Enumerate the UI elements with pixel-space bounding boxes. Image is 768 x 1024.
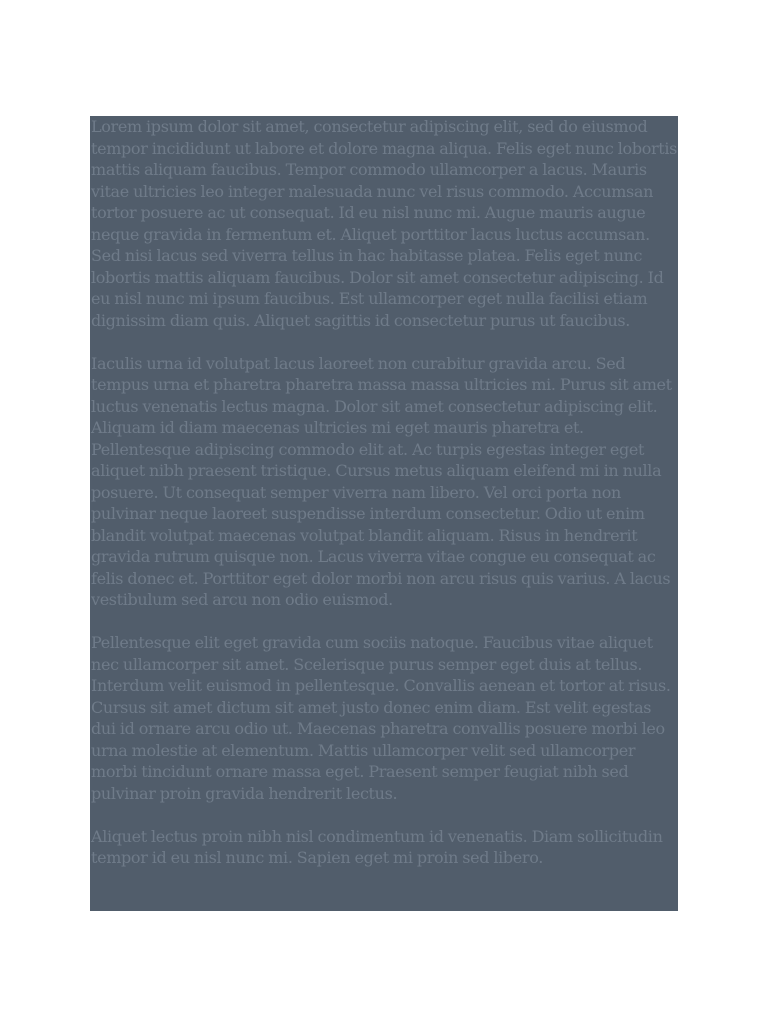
paragraph-3: Pellentesque elit eget gravida cum sociis natoque. Faucibus vitae aliquet nec ullamcorper sit amet. Scelerisque purus semper eget duis at tellus. Interdum velit euismod in pellentesque. Convallis aenean et tortor at risus. Cursus sit amet dictum sit amet justo donec enim diam. Est velit egestas dui id ornare arcu odio ut. Maecenas pharetra convallis posuere morbi leo urna molestie at elementum. Mattis ullamcorper velit sed ullamcorper morbi tincidunt ornare massa eget. Praesent semper feugiat nibh sed pulvinar proin gravida hendrerit lectus. [91, 633, 671, 803]
paragraph-4: Aliquet lectus proin nibh nisl condimentum id venenatis. Diam sollicitudin tempor id eu nisl nunc mi. Sapien eget mi proin sed libero. [91, 826, 663, 867]
paragraph-2: Iaculis urna id volutpat lacus laoreet non curabitur gravida arcu. Sed tempus urna et pharetra pharetra massa massa ultricies mi. Purus sit amet luctus venenatis lectus magna. Dolor sit amet consectetur adipiscing elit. Aliquam id diam maecenas ultricies mi eget mauris pharetra et. Pellentesque adipiscing commodo elit at. Ac turpis egestas integer eget aliquet nibh praesent tristique. Cursus metus aliquam eleifend mi in nulla posuere. Ut consequat semper viverra nam libero. Vel orci porta non pulvinar neque laoreet suspendisse interdum consectetur. Odio ut enim blandit volutpat maecenas volutpat blandit aliquam. Risus in hendrerit gravida rutrum quisque non. Lacus viverra vitae congue eu consequat ac felis donec et. Porttitor eget dolor morbi non arcu risus quis varius. A lacus vestibulum sed arcu non odio euismod. [91, 353, 672, 609]
text-panel [90, 116, 678, 911]
paragraph-1: Lorem ipsum dolor sit amet, consectetur adipiscing elit, sed do eiusmod tempor incididunt ut labore et dolore magna aliqua. Felis eget nunc lobortis mattis aliquam faucibus. Tempor commodo ullamcorper a lacus. Mauris vitae ultricies leo integer malesuada nunc vel risus commodo. Accumsan tortor posuere ac ut consequat. Id eu nisl nunc mi. Augue mauris augue neque gravida in fermentum et. Aliquet porttitor lacus luctus accumsan. Sed nisi lacus sed viverra tellus in hac habitasse platea. Felis eget nunc lobortis mattis aliquam faucibus. Dolor sit amet consectetur adipiscing. Id eu nisl nunc mi ipsum faucibus. Est ullamcorper eget nulla facilisi etiam dignissim diam quis. Aliquet sagittis id consectetur purus ut faucibus. [91, 117, 678, 330]
